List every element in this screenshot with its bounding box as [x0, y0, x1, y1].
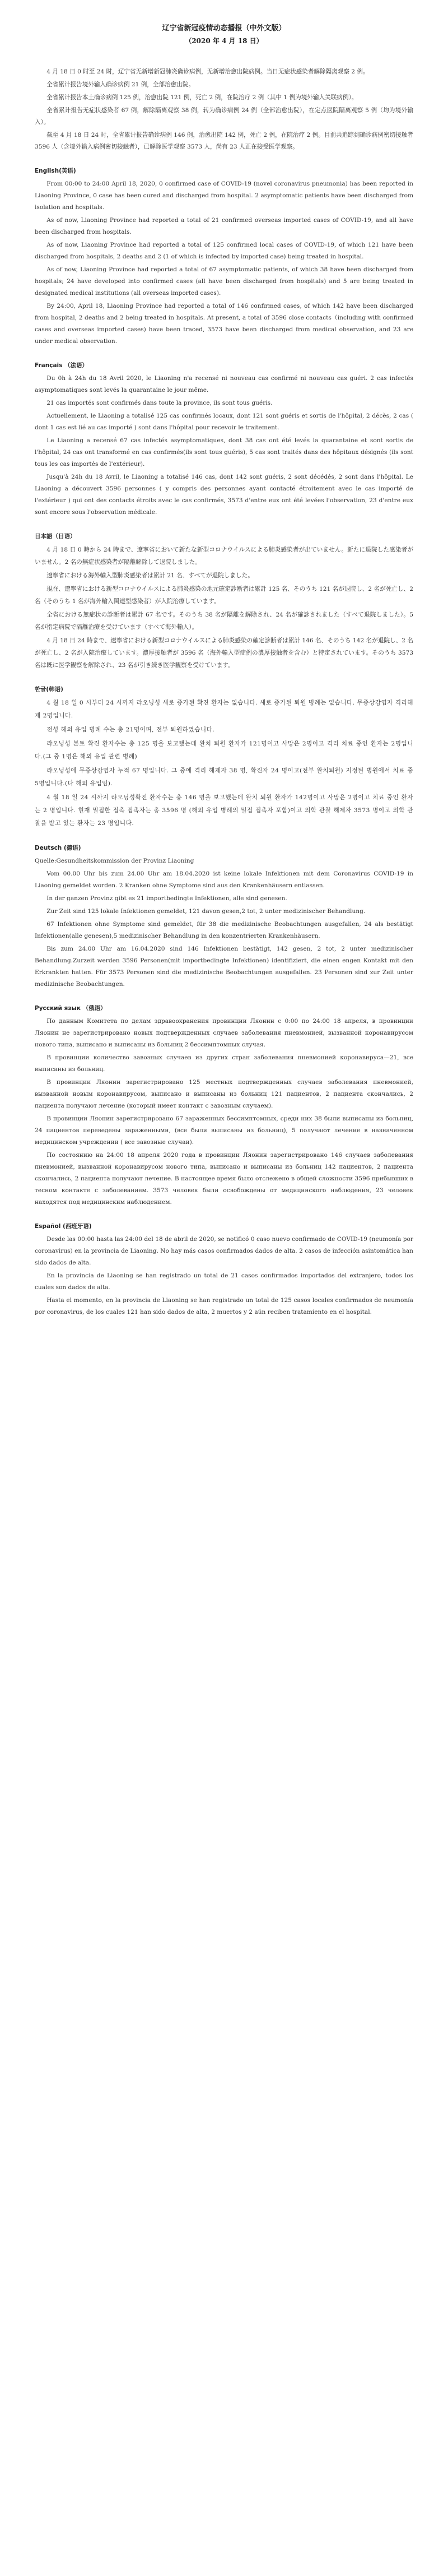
section-heading: Deutsch (德语) — [35, 845, 81, 851]
paragraph: 4 月 18 日 0 时至 24 时，辽宁省无新增新冠肺炎确诊病例，无新增治愈出院病例。当日无症状感染者解除隔离观察 2 例。 — [46, 68, 369, 75]
section-heading: 日本語（日语） — [35, 533, 76, 540]
paragraph: Le Liaoning a recensé 67 cas infectés asymptomatiques, dont 38 cas ont été levés la quarantaine et sont sortis de l'hôpital, 24 cas ont transformé en cas confirmés(ils sont tous guéris), 5 cas sont traités dans des hôpitaux désignés (ils sont tous les cas importés de l'extérieur). — [35, 437, 413, 467]
paragraph: In der ganzen Provinz gibt es 21 importbedingte Infektionen, alle sind genesen. — [46, 895, 287, 902]
paragraph: Du 0h à 24h du 18 Avril 2020, le Liaoning n'a recensé ni nouveau cas confirmé ni nouveau cas guéri. 2 cas infectés asymptomatiques sont levés la quarantaine le jour même. — [35, 375, 413, 393]
section-spanish — [35, 1221, 413, 1318]
section-french — [35, 360, 413, 518]
paragraph-source: Quelle:Gesundheitskommission der Provinz Liaoning — [35, 858, 194, 864]
paragraph: Vom 00.00 Uhr bis zum 24.00 Uhr am 18.04.2020 ist keine lokale Infektionen mit dem Coronavirus COVID-19 in Liaoning gemeldet worden. 2 Kranken ohne Symptome sind aus den Krankenhäusern entlassen. — [35, 870, 413, 889]
paragraph: 全省累计报告无症状感染者 67 例，解除隔离观察 38 例，转为确诊病例 24 例（全部治愈出院），在定点医院隔离观察 5 例（均为境外输入）。 — [35, 107, 413, 126]
paragraph: 67 Infektionen ohne Symptome sind gemeldet, für 38 die medizinische Beobachtungen ausgefallen, 24 als bestätigt Infektionen(alle genesen),5 medizinischer Behandlung in den konzentrierten Krankenhäusern. — [35, 921, 413, 939]
document-date: （2020 年 4 月 18 日） — [185, 37, 263, 45]
section-chinese — [35, 66, 413, 153]
paragraph: Desde las 00:00 hasta las 24:00 del 18 de abril de 2020, se notificó 0 caso nuevo confirmado de COVID-19 (neumonía por coronavirus) en la provincia de Liaoning. No hay más casos confirmados dados de alta. 2 casos de infección asintomática han sido dados de alta. — [35, 1236, 413, 1266]
paragraph: 전성 해외 유입 병례 수는 총 21명이며, 전부 퇴원하였습니다. — [46, 726, 215, 733]
paragraph: 全省累计报告境外输入确诊病例 21 例，全部治愈出院。 — [46, 81, 195, 88]
paragraph: 全省における無症状の診断者は累計 67 名です。そのうち 38 名が隔離を解除され、24 名が確診されました（すべて退院しました）。5 名が指定病院で隔離治療を受けています（すべて海外輸入）。 — [35, 611, 413, 631]
paragraph: 4 月 18 日 0 時から 24 時まで、遼寧省において新たな新型コロナウイルスによる肺炎感染者が出ていません。新たに退院した感染者がいません。2 名の無症状感染者が隔離解除して退院しました。 — [35, 546, 413, 566]
paragraph: Jusqu'à 24h du 18 Avril, le Liaoning a totalisé 146 cas, dont 142 sont guéris, 2 sont décédés, 2 sont dans l'hôpital. Le Liaoning a découvert 3596 personnes ( y compris des personnes ayant contacté étroitement avec le cas importé de l'extérieur ) qui ont des contacts étroits avec le cas confirmés, 3573 d'entre eux ont été levées l'observation, 23 d'entre eux sont encore sous l'observation médicale. — [35, 474, 413, 516]
paragraph: В провинции Ляонин зарегистрировано 67 зараженных бессимптомных, среди них 38 были выписаны из больниц, 24 пациентов переведены зараженными, (все были выписаны из больниц), 5 получают лечение в назначенном медицинском учреждении ( все завозные случаи). — [35, 1115, 413, 1146]
paragraph: Zur Zeit sind 125 lokale Infektionen gemeldet, 121 davon gesen,2 tot, 2 unter medizinischer Behandlung. — [46, 908, 366, 915]
section-heading: Русский язык （俄语） — [35, 1005, 106, 1012]
paragraph: As of now, Liaoning Province had reported a total of 21 confirmed overseas imported cases of COVID-19, and all have been discharged from hospitals. — [35, 217, 413, 235]
paragraph: 現在、遼寧省における新型コロナウイルスによる肺炎感染の地元確定診断者は累計 125 名、そのうち 121 名が退院し、2 名が死亡し、2 名（そのうち 1 名が海外輸入関連型感染者）が入院治療しています。 — [35, 586, 413, 605]
paragraph: 遼寧省における海外輸入型肺炎感染者は累計 21 名、すべてが退院しました。 — [46, 572, 254, 579]
paragraph: 截至 4 月 18 日 24 时，全省累计报告确诊病例 146 例，治愈出院 142 例，死亡 2 例，在院治疗 2 例。目前共追踪到确诊病例密切接触者 3596 人（含境外输入病例密切接触者），已解除医学观察 3573 人，尚有 23 人正在接受医学观察。 — [35, 132, 413, 150]
section-english — [35, 165, 413, 348]
paragraph: В провинции Ляонин зарегистрировано 125 местных подтвержденных случаев заболевания пневмонией, вызванной новым коронавирусом, выписано и выписаны из больниц 121 пациентов, 2 пациента скончались, 2 пациента получают лечение (который имеет контакт с завозным случаем). — [35, 1079, 413, 1109]
paragraph: 全省累计报告本土确诊病例 125 例，治愈出院 121 例，死亡 2 例，在院治疗 2 例（其中 1 例为境外输入关联病例）。 — [46, 94, 358, 101]
paragraph: В провинции количество завозных случаев из других стран заболевания пневмонией коронавируса—21, все выписаны из больниц. — [35, 1054, 413, 1073]
paragraph: Actuellement, le Liaoning a totalisé 125 cas confirmés locaux, dont 121 sont guéris et sortis de l'hôpital, 2 décès, 2 cas ( dont 1 cas est lié au cas importé ) sont dans l'hôpital pour recevoir le traitement. — [35, 413, 413, 431]
paragraph: 4 월 18 일 0 시부터 24 시까지 랴오닝성 새로 증가된 확진 환자는 없습니다. 새로 증가된 퇴원 병례는 없습니다. 무증상감염자 격리해제 2명입니다. — [35, 699, 413, 719]
paragraph: 4 월 18 일 24 시까지 랴오닝성확진 환자수는 총 146 명을 보고했는데 완치 퇴원 환자가 142명이고 사망은 2명이고 치료 중인 환자는 2 명입니다. 현재 밀접한 접촉 접촉자는 총 3596 명 (해외 유입 병례의 밀접 접촉자 포함)이고 의학 관찰 해제자 3573 명이고 의학 관찰을 받고 있는 환자는 23 명입니다. — [35, 794, 413, 827]
paragraph: 21 cas importés sont confirmés dans toute la province, ils sont tous guéris. — [46, 400, 273, 406]
paragraph: Hasta el momento, en la provincia de Liaoning se han registrado un total de 125 casos locales confirmados de neumonía por coronavirus, de los cuales 121 han sido dados de alta, 2 muertos y 2 aún reciben tratamiento en el hospital. — [35, 1297, 413, 1315]
paragraph: As of now, Liaoning Province had reported a total of 125 confirmed local cases of COVID-19, of which 121 have been discharged from hospitals, 2 deaths and 2 (1 of which is infected by imported case) being treated in hospital. — [35, 242, 413, 260]
paragraph: 랴오닝성에 무증상감염자 누적 67 명입니다. 그 중에 격리 해제자 38 명, 확진자 24 명이고(전부 완치퇴원) 지정된 병원에서 치료 중 5명입니다.(다 해외 유입임). — [35, 767, 413, 787]
paragraph: En la provincia de Liaoning se han registrado un total de 21 casos confirmados importados del extranjero, todos los cuales son dados de alta. — [35, 1272, 413, 1291]
section-german — [35, 842, 413, 990]
document-title: 辽宁省新冠疫情动态播报（中外文版） — [162, 24, 286, 33]
paragraph: 랴오닝성 본토 확진 환자수는 총 125 명을 보고했는데 완치 퇴원 환자가 121명이고 사망은 2명이고 격리 치료 중인 환자는 2명입니다.(그 중 1명은 해외 유입 관련 병례) — [35, 740, 413, 760]
section-russian — [35, 1003, 413, 1208]
section-japanese — [35, 531, 413, 671]
paragraph: Bis zum 24.00 Uhr am 16.04.2020 sind 146 Infektionen bestätigt, 142 gesen, 2 tot, 2 unter medizinischer Behandlung.Zurzeit werden 3596 Personen(mit importbedingte Infektionen) identifiziert, die einen engen Kontakt mit den Erkrankten hatten. Für 3573 Personen sind die medizinische Beobachtungen ausgefallen. 23 Personen sind zur Zeit unter medizinische Beobachtungen. — [35, 946, 413, 988]
section-heading: English(英语) — [35, 168, 76, 174]
section-heading: Français （法语） — [35, 362, 88, 369]
section-heading: Español (西班牙语) — [35, 1223, 92, 1230]
paragraph: As of now, Liaoning Province had reported a total of 67 asymptomatic patients, of which 38 have been discharged from hospitals; 24 have developed into confirmed cases (all have been discharged from hospitals) and 5 are being treated in designated medical institutions (all overseas imported cases). — [35, 266, 413, 296]
section-heading: 한글(韩语) — [35, 686, 63, 693]
section-korean — [35, 684, 413, 830]
paragraph: 4 月 18 日 24 時まで、遼寧省における新型コロナウイルスによる肺炎感染の確定診断者は累計 146 名、そのうち 142 名が退院し、2 名が死亡し、2 名が入院治療しています。濃厚接触者が 3596 名（海外輸入型症例の濃厚接触者を含む）と特定されています。そのうち 3573 名は既に医学観察を解除され、23 名が引き続き医学観察を受けています。 — [35, 637, 413, 669]
paragraph: From 00:00 to 24:00 April 18, 2020, 0 confirmed case of COVID-19 (novel coronavirus pneumonia) has been reported in Liaoning Province, 0 case has been cured and discharged from hospital. 2 asymptomatic patients have been discharged from isolation and hospitals. — [35, 180, 413, 211]
paragraph: По данным Комитета по делам здравоохранения провинции Ляонин с 0:00 по 24:00 18 апреля, в провинции Ляонин не зарегистрировано новых подтвержденных случаев заболевания пневмонией, вызванной коронавирусом нового типа, выписано и выписаны из больниц 2 бессимптомных случая. — [35, 1018, 413, 1048]
paragraph: By 24:00, April 18, Liaoning Province had reported a total of 146 confirmed cases, of which 142 have been discharged from hospital, 2 deaths and 2 being treated in hospitals. At present, a total of 3596 close contacts（including with confirmed cases and overseas imported cases) have been traced, 3573 have been discharged from medical observation, and 23 are under medical observation. — [35, 303, 413, 345]
paragraph: По состоянию на 24:00 18 апреля 2020 года в провинции Ляонин зарегистрировано 146 случаев заболевания пневмонией, вызванной коронавирусом нового типа, выписано и выписаны из больниц 142 пациентов, 2 пациента скончались, 2 пациента получают лечение. В настоящее время было отслежено в общей сложности 3596 прибывших в тесном контакте с заболеванием. 3573 человек были освобождены от медицинского наблюдения, 23 человек находятся под медицинским наблюдением. — [35, 1152, 413, 1206]
